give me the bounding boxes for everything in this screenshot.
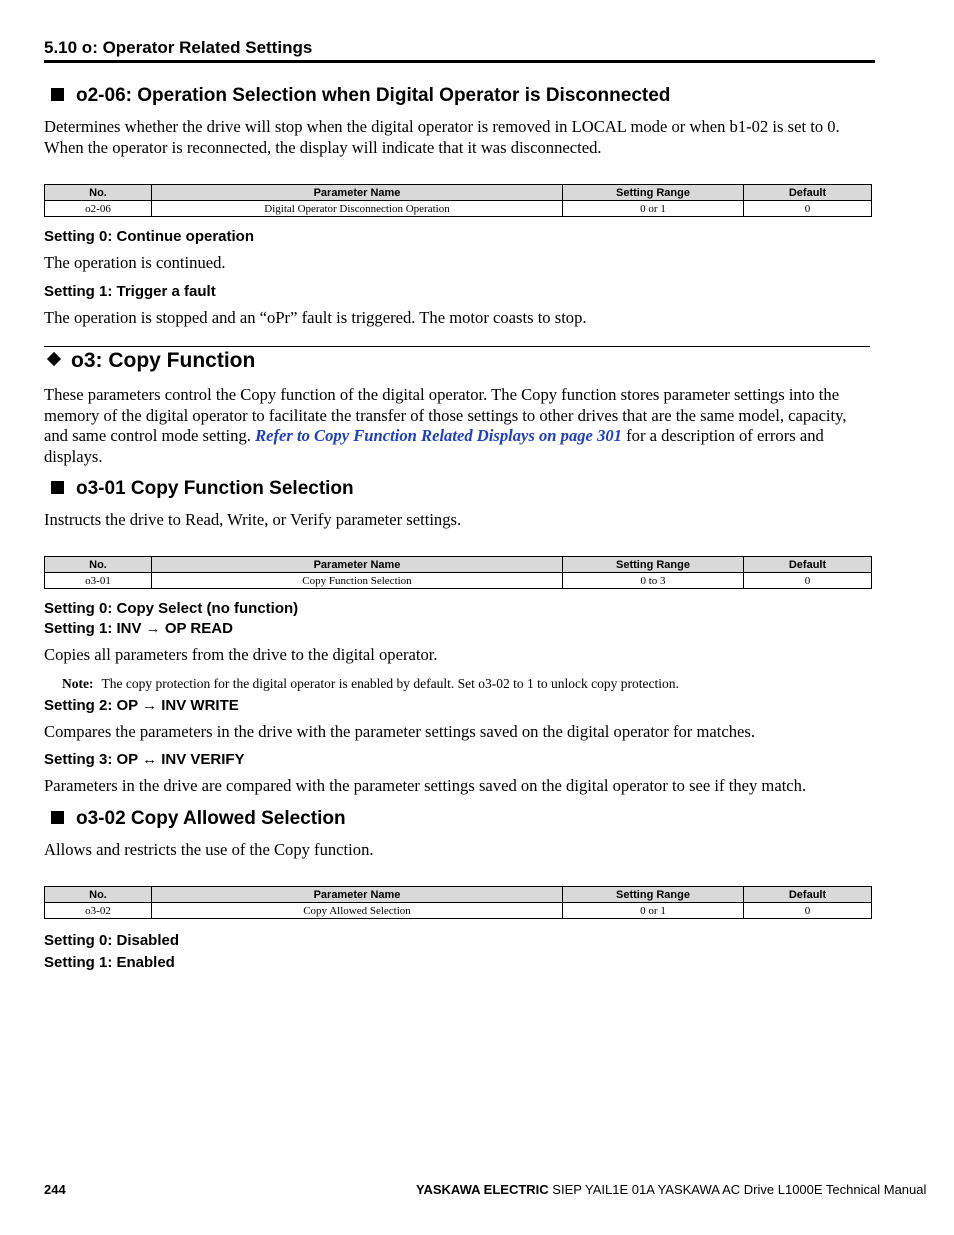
o3-intro-line2: memory of the digital operator to facilitate the transfer of those settings to other drives that are the same model, capacity, [44, 405, 847, 425]
o3-01-setting1-text: Copies all parameters from the drive to the digital operator. [44, 645, 438, 664]
o2-06-setting0-text: The operation is continued. [44, 253, 226, 272]
o3-01-description: Instructs the drive to Read, Write, or Verify parameter settings. [44, 510, 462, 529]
o2-06-parameter-table [44, 184, 872, 217]
o3-02-description: Allows and restricts the use of the Copy function. [44, 840, 374, 859]
square-bullet-icon [51, 88, 64, 101]
table-header-row [45, 557, 872, 573]
o2-06-description [44, 117, 876, 158]
cell-default: 0 [744, 903, 872, 919]
square-bullet-icon [51, 481, 64, 494]
o3-intro-line3-start: and same control mode setting. [44, 426, 256, 445]
copy-function-displays-link[interactable]: Refer to Copy Function Related Displays on page 301 [255, 426, 622, 445]
cell-default: 0 [744, 201, 872, 217]
cell-parameter-name: Copy Allowed Selection [152, 903, 563, 919]
o3-01-setting2-title: Setting 2: OP → INV WRITE [44, 697, 239, 714]
o2-06-heading-text: o2-06: Operation Selection when Digital Operator is Disconnected [76, 85, 671, 106]
table-header-row [45, 185, 872, 201]
note-label: Note: [62, 676, 94, 691]
table-row [45, 903, 872, 919]
cell-no: o2-06 [45, 201, 152, 217]
o3-01-setting3-text: Parameters in the drive are compared with the parameter settings saved on the digital operator to see if they match. [44, 776, 807, 795]
o2-06-setting0-title: Setting 0: Continue operation [44, 228, 254, 245]
running-head: 5.10 o: Operator Related Settings [44, 38, 313, 57]
o3-intro-line3 [44, 426, 876, 447]
o3-02-parameter-table [44, 886, 872, 919]
o2-06-heading [44, 85, 670, 107]
footer-doc-title: SIEP YAIL1E 01A YASKAWA AC Drive L1000E Technical Manual [548, 1182, 927, 1197]
footer-brand: YASKAWA ELECTRIC [416, 1182, 549, 1197]
o3-01-setting0-title: Setting 0: Copy Select (no function) [44, 600, 299, 617]
note-text: The copy protection for the digital operator is enabled by default. Set o3-02 to 1 to unlock copy protection. [101, 676, 679, 691]
o2-06-description-line1: Determines whether the drive will stop when the digital operator is removed in LOCAL mode or when b1-02 is set to 0. [44, 117, 840, 136]
o3-01-setting2-text: Compares the parameters in the drive with the parameter settings saved on the digital operator for matches. [44, 722, 755, 741]
o3-section-title-text: o3: Copy Function [71, 349, 256, 372]
o2-06-setting1-title: Setting 1: Trigger a fault [44, 283, 216, 300]
o3-02-heading [44, 808, 346, 830]
o3-intro [44, 385, 876, 467]
o3-02-heading-text: o3-02 Copy Allowed Selection [76, 808, 346, 829]
o3-01-heading-text: o3-01 Copy Function Selection [76, 478, 354, 499]
table-row [45, 573, 872, 589]
col-header-setting-range: Setting Range [563, 557, 744, 573]
col-header-no: No. [45, 887, 152, 903]
section-rule [44, 346, 870, 347]
col-header-no: No. [45, 557, 152, 573]
cell-setting-range: 0 or 1 [563, 903, 744, 919]
table-row [45, 201, 872, 217]
square-bullet-icon [51, 811, 64, 824]
col-header-setting-range: Setting Range [563, 185, 744, 201]
col-header-default: Default [744, 887, 872, 903]
o2-06-description-line2: When the operator is reconnected, the display will indicate that it was disconnected. [44, 137, 602, 157]
col-header-parameter-name: Parameter Name [152, 887, 563, 903]
col-header-default: Default [744, 557, 872, 573]
col-header-parameter-name: Parameter Name [152, 557, 563, 573]
cell-no: o3-01 [45, 573, 152, 589]
diamond-bullet-icon [47, 352, 61, 366]
o3-01-setting3-title: Setting 3: OP ↔ INV VERIFY [44, 751, 245, 768]
cell-default: 0 [744, 573, 872, 589]
header-rule [44, 60, 875, 63]
o3-intro-line3-end: for a description of errors and [621, 426, 824, 445]
cell-parameter-name: Copy Function Selection [152, 573, 563, 589]
o2-06-setting1-text: The operation is stopped and an “oPr” fault is triggered. The motor coasts to stop. [44, 308, 587, 327]
cell-setting-range: 0 or 1 [563, 201, 744, 217]
col-header-no: No. [45, 185, 152, 201]
footer-doc-info [416, 1182, 927, 1197]
cell-no: o3-02 [45, 903, 152, 919]
o3-02-setting1-title: Setting 1: Enabled [44, 954, 175, 971]
cell-setting-range: 0 to 3 [563, 573, 744, 589]
o3-01-parameter-table [44, 556, 872, 589]
page-number: 244 [44, 1182, 66, 1197]
cell-parameter-name: Digital Operator Disconnection Operation [152, 201, 563, 217]
o3-intro-line1: These parameters control the Copy function of the digital operator. The Copy function stores parameter settings into the [44, 385, 840, 404]
o3-01-setting1-title: Setting 1: INV → OP READ [44, 620, 233, 637]
table-header-row [45, 887, 872, 903]
col-header-setting-range: Setting Range [563, 887, 744, 903]
o3-02-setting0-title: Setting 0: Disabled [44, 932, 180, 949]
copy-protection-note [62, 676, 679, 692]
o3-section-title [49, 349, 255, 373]
col-header-default: Default [744, 185, 872, 201]
o3-01-heading [44, 478, 354, 500]
o3-intro-line4: displays. [44, 446, 103, 466]
col-header-parameter-name: Parameter Name [152, 185, 563, 201]
